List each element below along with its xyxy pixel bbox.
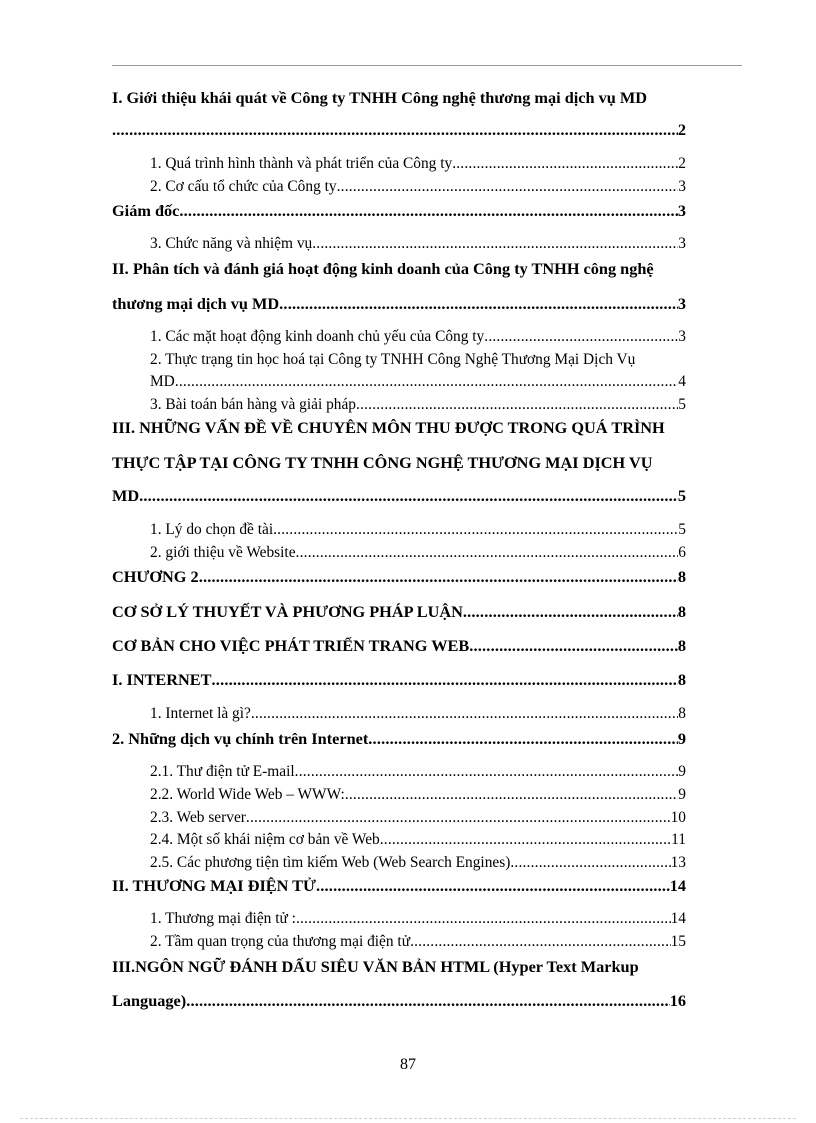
page-ref: 3 — [678, 235, 686, 252]
page-ref: 5 — [678, 521, 686, 538]
page-ref: 3 — [677, 294, 686, 313]
toc-entry[interactable]: 1. Quá trình hình thành và phát triển của Công ty ..... 2 — [150, 155, 686, 173]
page-ref: 5 — [677, 486, 686, 505]
toc-entry[interactable]: 1. Lý do chọn đề tài ..... 5 — [150, 521, 686, 539]
toc-entry[interactable]: thương mại dịch vụ MD ..... 3 — [112, 294, 686, 314]
toc-entry-section-1-title: I. Giới thiệu khái quát về Công ty TNHH Công nghệ thương mại dịch vụ MD — [112, 88, 648, 107]
page-ref: 3 — [677, 201, 686, 220]
dot-leader — [246, 809, 671, 827]
page-ref: 8 — [677, 636, 686, 655]
dot-leader — [179, 201, 677, 221]
toc-entry-section-3-title: III. NHỮNG VẤN ĐỀ VỀ CHUYÊN MÔN THU ĐƯỢC TRONG QUÁ TRÌNH — [112, 418, 665, 437]
dot-leader — [316, 876, 670, 896]
toc-entry[interactable]: Language) ..... 16 — [112, 991, 686, 1011]
page-ref: 9 — [678, 786, 686, 803]
dot-leader — [212, 670, 678, 690]
toc-entry[interactable]: 2.1. Thư điện tử E-mail ..... 9 — [150, 763, 686, 781]
dot-leader — [296, 910, 671, 928]
toc-entry[interactable]: MD ..... 5 — [112, 486, 686, 506]
dot-leader — [199, 567, 678, 587]
toc-entry-wrapped-line: 2. Thực trạng tin học hoá tại Công ty TNHH Công Nghệ Thương Mại Dịch Vụ — [150, 351, 636, 368]
dot-leader — [484, 328, 678, 346]
toc-entry[interactable]: 2.3. Web server ..... 10 — [150, 809, 686, 827]
dot-leader — [368, 729, 678, 749]
page-ref: 8 — [677, 602, 686, 621]
page-ref: 8 — [677, 567, 686, 586]
page-ref: 9 — [678, 763, 686, 780]
toc-entry-section-html-title: III.NGÔN NGỮ ĐÁNH DẤU SIÊU VĂN BẢN HTML (Hyper Text Markup — [112, 957, 639, 976]
page-ref: 16 — [669, 991, 686, 1010]
page-ref: 8 — [677, 670, 686, 689]
toc-entry[interactable]: 2. Những dịch vụ chính trên Internet ..... 9 — [112, 729, 686, 749]
toc-entry[interactable]: 1. Các mặt hoạt động kinh doanh chủ yếu của Công ty ..... 3 — [150, 328, 686, 346]
toc-entry-section-3-title-cont: THỰC TẬP TẠI CÔNG TY TNHH CÔNG NGHỆ THƯƠNG MẠI DỊCH VỤ — [112, 453, 653, 472]
page-ref: 15 — [670, 933, 686, 950]
dot-leader — [469, 636, 678, 656]
dot-leader — [112, 120, 678, 140]
page-ref: 3 — [678, 328, 686, 345]
dot-leader — [186, 991, 670, 1011]
dot-leader — [337, 178, 679, 196]
toc-entry[interactable]: 2.4. Một số khái niệm cơ bản về Web ..... 11 — [150, 831, 686, 849]
page-bottom-edge — [20, 1118, 796, 1119]
dot-leader — [356, 396, 678, 414]
toc-entry[interactable]: Giám đốc ..... 3 — [112, 201, 686, 221]
page-ref: 10 — [670, 809, 686, 826]
toc-entry[interactable]: 1. Thương mại điện tử : ..... 14 — [150, 910, 686, 928]
page-ref: 6 — [678, 544, 686, 561]
dot-leader — [139, 486, 678, 506]
dot-leader — [296, 544, 679, 562]
toc-entry[interactable]: 2. giới thiệu về Website ..... 6 — [150, 544, 686, 562]
dot-leader — [510, 854, 670, 872]
dot-leader — [312, 235, 678, 253]
header-rule — [112, 65, 742, 66]
toc-entry[interactable]: 1. Internet là gì? ..... 8 — [150, 705, 686, 723]
dot-leader — [452, 155, 678, 173]
toc-entry-section-2-title: II. Phân tích và đánh giá hoạt động kinh doanh của Công ty TNHH công nghệ — [112, 259, 654, 278]
toc-entry[interactable]: MD ..... 4 — [150, 373, 686, 391]
page-ref: 5 — [678, 396, 686, 413]
page-number: 87 — [400, 1056, 416, 1073]
toc-entry[interactable]: II. THƯƠNG MẠI ĐIỆN TỬ ..... 14 — [112, 876, 686, 896]
toc-entry[interactable]: 2. Tầm quan trọng của thương mại điện tử ..... 15 — [150, 933, 686, 951]
toc-entry-chapter[interactable]: CHƯƠNG 2 ..... 8 — [112, 567, 686, 587]
page-ref: 2 — [677, 120, 686, 139]
page-ref: 11 — [671, 831, 686, 848]
dot-leader — [279, 294, 678, 314]
toc-entry[interactable]: 3. Chức năng và nhiệm vụ ..... 3 — [150, 235, 686, 253]
toc-entry[interactable]: 2. Cơ cấu tổ chức của Công ty ..... 3 — [150, 178, 686, 196]
toc-entry[interactable]: 2.5. Các phương tiện tìm kiếm Web (Web Search Engines) ..... 13 — [150, 854, 686, 872]
dot-leader — [410, 933, 671, 951]
toc-entry[interactable]: CƠ SỞ LÝ THUYẾT VÀ PHƯƠNG PHÁP LUẬN ..... 8 — [112, 602, 686, 622]
dot-leader — [175, 373, 678, 391]
toc-entry-section-1-leader[interactable] — [112, 120, 686, 140]
dot-leader — [295, 763, 679, 781]
page-ref: 13 — [670, 854, 686, 871]
dot-leader — [380, 831, 671, 849]
page-ref: 8 — [678, 705, 686, 722]
page-ref: 14 — [670, 910, 686, 927]
dot-leader — [345, 786, 678, 804]
toc-entry[interactable]: CƠ BẢN CHO VIỆC PHÁT TRIỂN TRANG WEB ..... 8 — [112, 636, 686, 656]
toc-entry[interactable]: 3. Bài toán bán hàng và giải pháp ..... 5 — [150, 396, 686, 414]
dot-leader — [463, 602, 678, 622]
page-ref: 2 — [678, 155, 686, 172]
page-ref: 14 — [669, 876, 686, 895]
page-ref: 9 — [677, 729, 686, 748]
page-ref: 3 — [678, 178, 686, 195]
page-ref: 4 — [678, 373, 686, 390]
dot-leader — [273, 521, 678, 539]
dot-leader — [251, 705, 678, 723]
toc-entry[interactable]: 2.2. World Wide Web – WWW: ..... 9 — [150, 786, 686, 804]
toc-entry[interactable]: I. INTERNET ..... 8 — [112, 670, 686, 690]
